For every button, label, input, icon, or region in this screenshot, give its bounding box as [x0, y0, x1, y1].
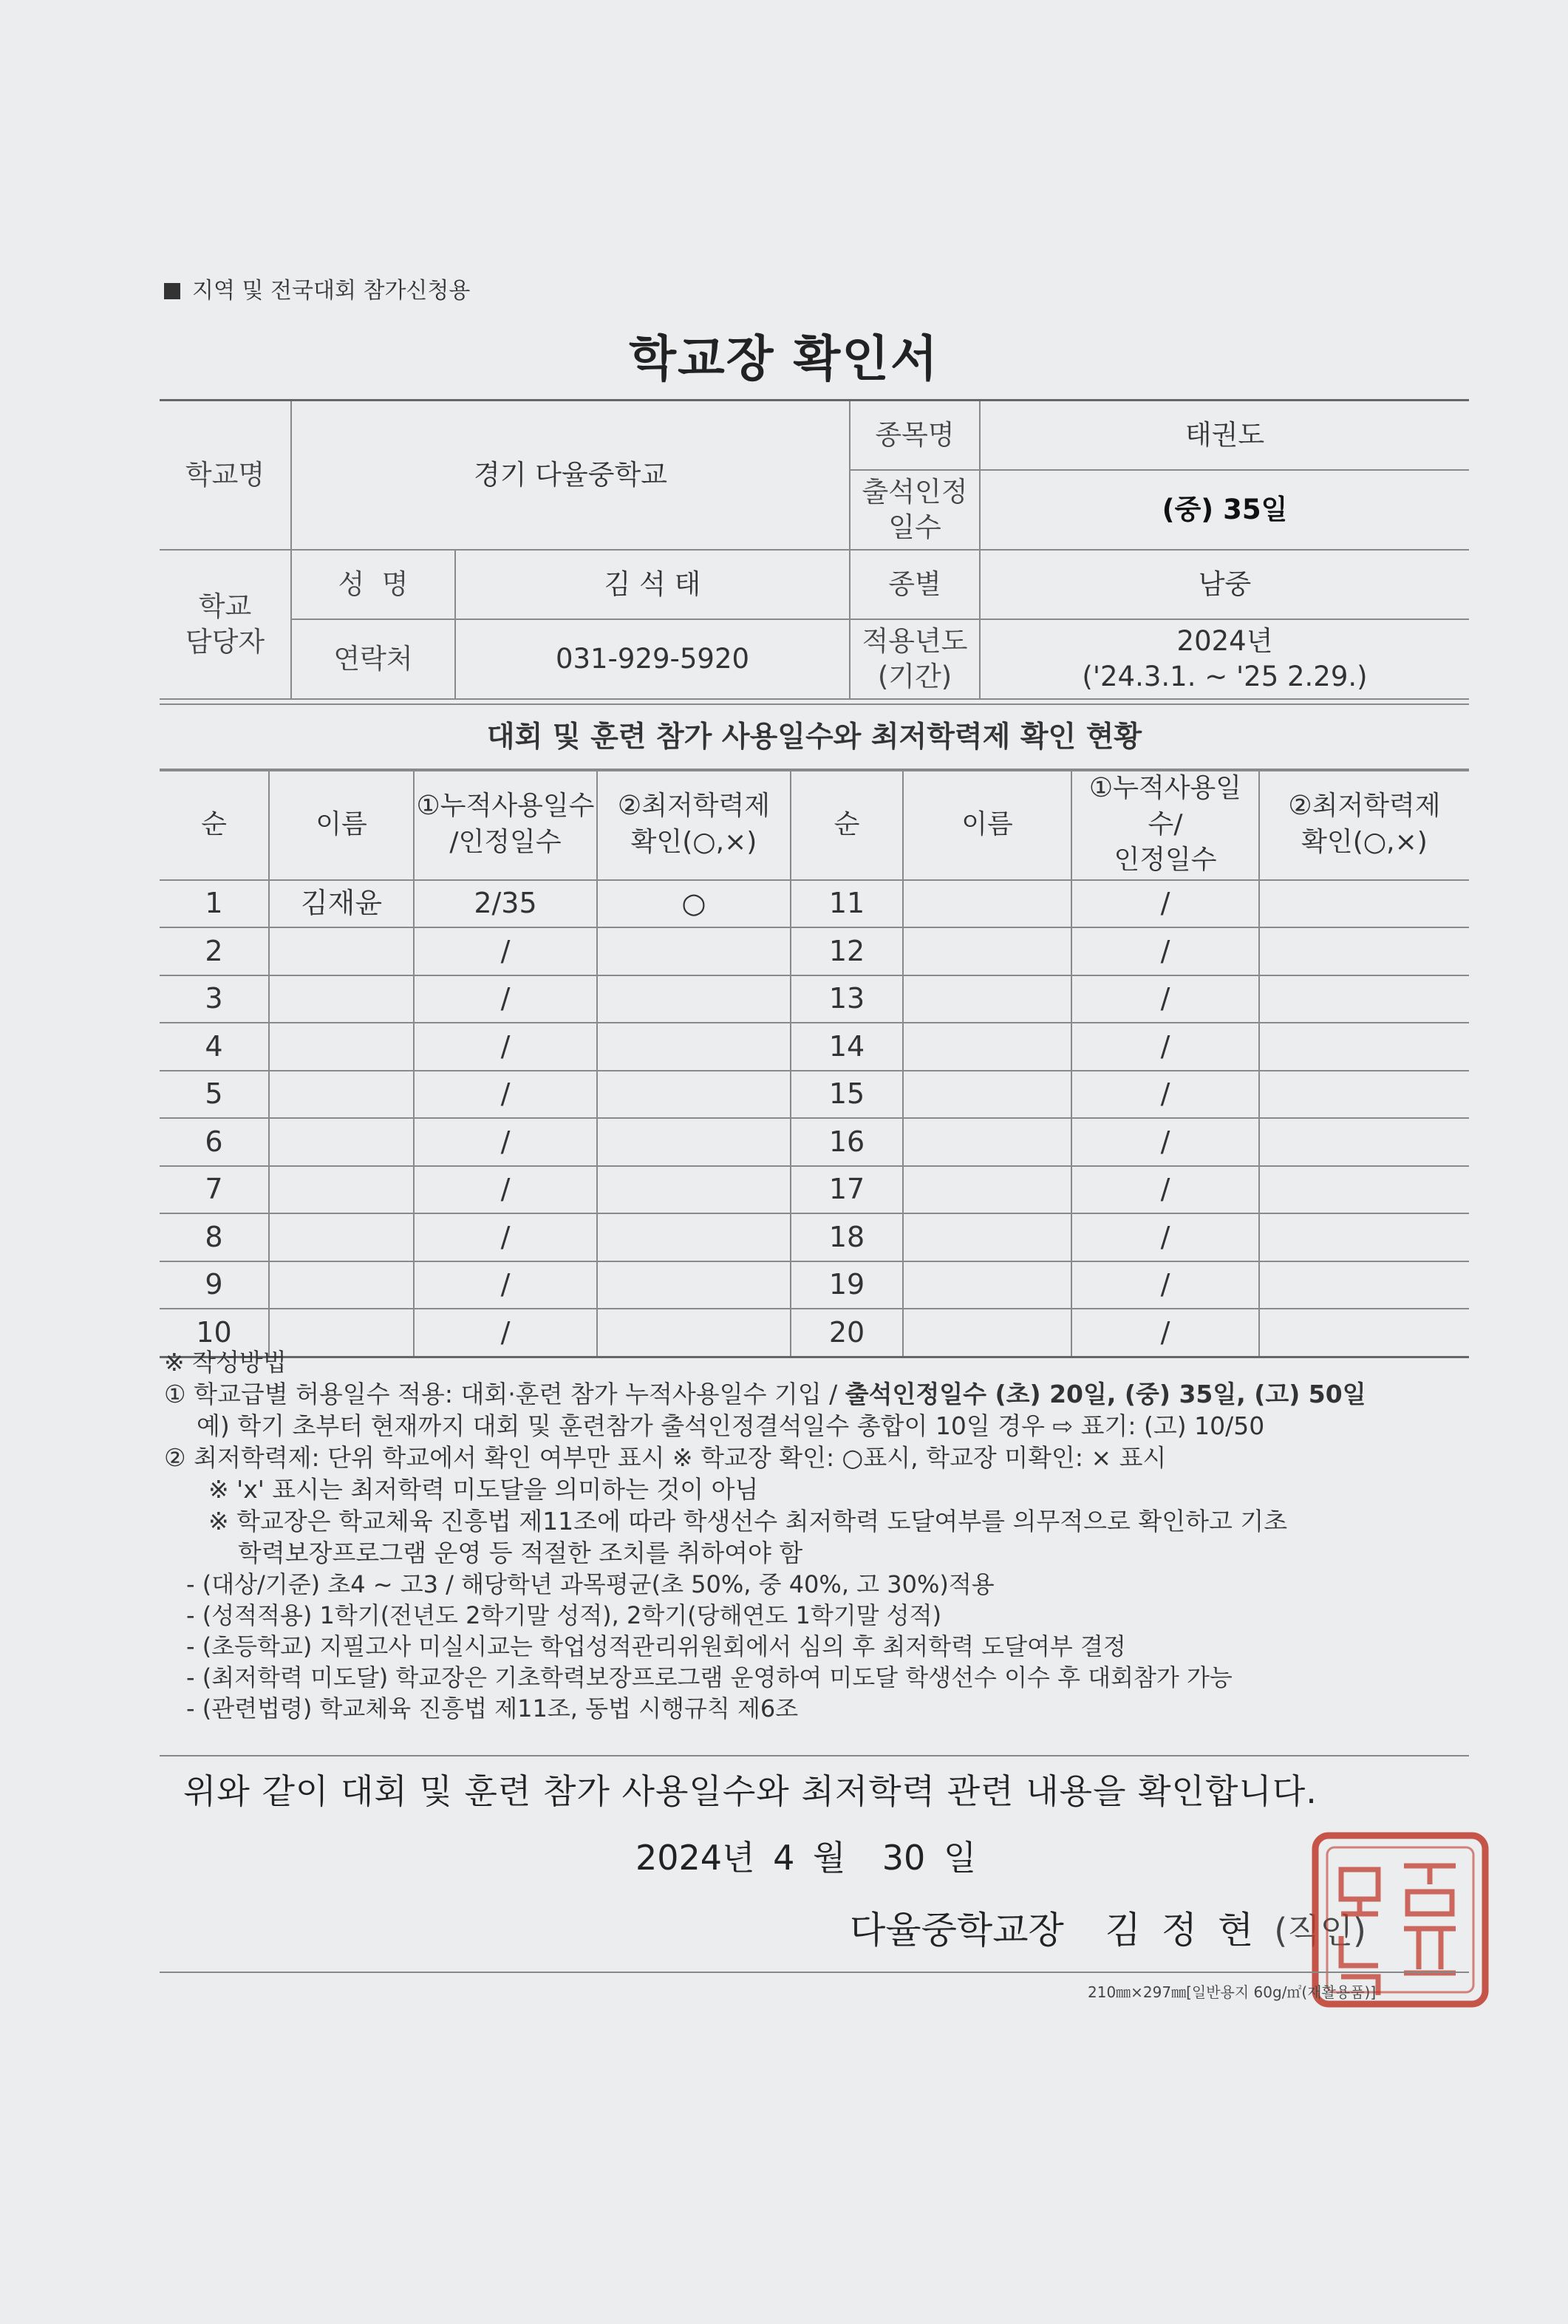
cell-name: 김재윤 — [269, 880, 414, 928]
header-days-right: ①누적사용일수/ 인정일수 — [1071, 769, 1259, 880]
cell-check: ○ — [597, 880, 791, 928]
cell-check — [597, 1118, 791, 1166]
section-title: 대회 및 훈련 참가 사용일수와 최저학력제 확인 현황 — [160, 704, 1469, 771]
table-row — [160, 1213, 1469, 1261]
cell-check — [1259, 1023, 1469, 1071]
cell-name — [269, 1213, 414, 1261]
cell-check — [597, 927, 791, 975]
cell-days: / — [414, 1118, 597, 1166]
attendance-value: (중) 35일 — [980, 470, 1469, 550]
cell-check — [1259, 1261, 1469, 1309]
cell-name — [903, 1118, 1071, 1166]
cell-check — [1259, 1071, 1469, 1119]
cell-no: 6 — [160, 1118, 269, 1166]
cell-check — [597, 975, 791, 1023]
cell-days: / — [1071, 1309, 1259, 1357]
cell-check — [1259, 880, 1469, 928]
cell-no: 2 — [160, 927, 269, 975]
cell-no: 15 — [791, 1071, 903, 1119]
signer-name: 다율중학교장 김 정 현 — [850, 1909, 1254, 1952]
note-2-b2: 학력보장프로그램 운영 등 적절한 조치를 취하여야 함 — [238, 1538, 803, 1567]
cell-days: / — [414, 1261, 597, 1309]
cell-no: 9 — [160, 1261, 269, 1309]
cell-name — [903, 975, 1071, 1023]
table-row — [160, 1023, 1469, 1071]
cell-name — [269, 1118, 414, 1166]
cell-days: / — [1071, 880, 1259, 928]
note-dash-2: - (성적적용) 1학기(전년도 2학기말 성적), 2학기(당해연도 1학기말 성적) — [186, 1601, 942, 1629]
cell-days: / — [414, 975, 597, 1023]
cell-name — [903, 880, 1071, 928]
cell-name — [903, 927, 1071, 975]
year-value: 2024년 — [1176, 624, 1273, 657]
table-row — [160, 1071, 1469, 1119]
period-value: ('24.3.1. ~ '25 2.29.) — [1082, 661, 1368, 692]
cell-name — [269, 927, 414, 975]
table-row — [160, 880, 1469, 928]
category-label: 종별 — [850, 550, 980, 619]
contact-value: 031-929-5920 — [455, 619, 850, 699]
participation-table — [160, 769, 1469, 1358]
seal-border — [1315, 1836, 1485, 2004]
cell-no: 20 — [791, 1309, 903, 1357]
info-table — [160, 399, 1469, 700]
year-label: 적용년도 (기간) — [850, 619, 980, 699]
note-2-b1: ※ 학교장은 학교체육 진흥법 제11조에 따라 학생선수 최저학력 도달여부를 의무적으로 확인하고 기초 — [208, 1507, 1288, 1536]
cell-check — [1259, 975, 1469, 1023]
cell-no: 13 — [791, 975, 903, 1023]
form-category — [164, 272, 470, 304]
cell-days: / — [1071, 927, 1259, 975]
cell-days: / — [1071, 1071, 1259, 1119]
cell-no: 1 — [160, 880, 269, 928]
header-no: 순 — [160, 769, 269, 880]
cell-no: 14 — [791, 1023, 903, 1071]
sport-value: 태권도 — [980, 401, 1469, 471]
table-row — [160, 927, 1469, 975]
staff-label: 학교 담당자 — [160, 550, 291, 699]
cell-name — [269, 975, 414, 1023]
seal-glyphs — [1341, 1866, 1456, 1995]
cell-no: 11 — [791, 880, 903, 928]
cell-check — [597, 1261, 791, 1309]
cell-check — [597, 1213, 791, 1261]
cell-no: 19 — [791, 1261, 903, 1309]
cell-days: / — [1071, 1023, 1259, 1071]
note-1-text: ① 학교급별 허용일수 적용: 대회·훈련 참가 누적사용일수 기입 / — [164, 1380, 845, 1408]
header-check: ②최저학력제 확인(○,×) — [597, 769, 791, 880]
cell-days: / — [1071, 1261, 1259, 1309]
square-bullet-icon — [164, 283, 180, 299]
cell-name — [269, 1261, 414, 1309]
cell-check — [1259, 927, 1469, 975]
cell-no: 16 — [791, 1118, 903, 1166]
document-title: 학교장 확인서 — [629, 330, 939, 387]
cell-check — [597, 1023, 791, 1071]
cell-name — [903, 1023, 1071, 1071]
category-value: 남중 — [980, 550, 1469, 619]
note-dash-3: - (초등학교) 지필고사 미실시교는 학업성적관리위원회에서 심의 후 최저학력 도달여부 결정 — [186, 1632, 1126, 1660]
note-1-example: 예) 학기 초부터 현재까지 대회 및 훈련참가 출석인정결석일수 총합이 10일 경우 ⇨ 표기: (고) 10/50 — [197, 1411, 1265, 1440]
seal-label: (직인) — [1274, 1911, 1366, 1951]
table-row — [160, 975, 1469, 1023]
header-name: 이름 — [269, 769, 414, 880]
cell-days: / — [1071, 1166, 1259, 1214]
note-dash-1: - (대상/기준) 초4 ~ 고3 / 해당학년 과목평균(초 50%, 중 40%, 고 30%)적용 — [186, 1570, 995, 1598]
cell-check — [597, 1071, 791, 1119]
cell-check — [1259, 1118, 1469, 1166]
table-row — [160, 1166, 1469, 1214]
header-no-right: 순 — [791, 769, 903, 880]
cell-name — [903, 1213, 1071, 1261]
cell-no: 7 — [160, 1166, 269, 1214]
note-dash-4: - (최저학력 미도달) 학교장은 기초학력보장프로그램 운영하여 미도달 학생선수 이수 후 대회참가 가능 — [186, 1663, 1233, 1691]
cell-no: 10 — [160, 1309, 269, 1357]
section-title-row — [160, 703, 1469, 771]
note-1-bold: 출석인정일수 (초) 20일, (중) 35일, (고) 50일 — [845, 1380, 1366, 1408]
note-dash-5: - (관련법령) 학교체육 진흥법 제11조, 동법 시행규칙 제6조 — [186, 1694, 799, 1722]
note-2-a: ※ 'x' 표시는 최저학력 미도달을 의미하는 것이 아님 — [208, 1475, 759, 1504]
paper-spec: 210㎜×297㎜[일반용지 60g/㎡(재활용품)] — [1088, 1983, 1377, 2001]
table-header-row — [160, 769, 1469, 880]
cell-days: / — [1071, 1118, 1259, 1166]
cell-days: / — [414, 1309, 597, 1357]
header-name-right: 이름 — [903, 769, 1071, 880]
cell-no: 18 — [791, 1213, 903, 1261]
cell-check — [597, 1166, 791, 1214]
cell-name — [269, 1071, 414, 1119]
principal-signature — [850, 1901, 1366, 1954]
cell-check — [1259, 1166, 1469, 1214]
cell-no: 8 — [160, 1213, 269, 1261]
cell-days: / — [1071, 975, 1259, 1023]
school-name-label: 학교명 — [160, 401, 291, 551]
confirmation-statement: 위와 같이 대회 및 훈련 참가 사용일수와 최저학력 관련 내용을 확인합니다. — [183, 1771, 1318, 1811]
attendance-label: 출석인정 일수 — [850, 470, 980, 550]
cell-name — [269, 1166, 414, 1214]
sport-label: 종목명 — [850, 401, 980, 471]
school-name-value: 경기 다율중학교 — [291, 401, 850, 551]
table-row — [160, 1118, 1469, 1166]
year-cell — [980, 619, 1469, 699]
table-row — [160, 1261, 1469, 1309]
cell-name — [903, 1261, 1071, 1309]
cell-name — [903, 1071, 1071, 1119]
cell-days: / — [414, 1071, 597, 1119]
cell-days: / — [1071, 1213, 1259, 1261]
cell-days: / — [414, 1166, 597, 1214]
issue-date: 2024년 4 월 30 일 — [635, 1838, 977, 1878]
notes-heading: ※ 작성방법 — [164, 1348, 287, 1377]
cell-days: / — [414, 1213, 597, 1261]
note-2: ② 최저학력제: 단위 학교에서 확인 여부만 표시 ※ 학교장 확인: ○표시, 학교장 미확인: × 표시 — [164, 1443, 1167, 1472]
cell-no: 12 — [791, 927, 903, 975]
cell-name — [269, 1023, 414, 1071]
cell-no: 17 — [791, 1166, 903, 1214]
cell-no: 3 — [160, 975, 269, 1023]
divider-top — [160, 1755, 1469, 1756]
note-1 — [164, 1378, 1472, 1410]
name-label: 성 명 — [291, 550, 455, 619]
staff-name-value: 김 석 태 — [455, 550, 850, 619]
header-check-right: ②최저학력제 확인(○,×) — [1259, 769, 1469, 880]
cell-days: / — [414, 927, 597, 975]
cell-no: 4 — [160, 1023, 269, 1071]
divider-bottom — [160, 1972, 1469, 1973]
cell-days: 2/35 — [414, 880, 597, 928]
header-days: ①누적사용일수 /인정일수 — [414, 769, 597, 880]
cell-check — [1259, 1213, 1469, 1261]
cell-days: / — [414, 1023, 597, 1071]
writing-instructions — [164, 1346, 1472, 1724]
form-category-text: 지역 및 전국대회 참가신청용 — [192, 278, 471, 304]
cell-name — [903, 1166, 1071, 1214]
cell-no: 5 — [160, 1071, 269, 1119]
contact-label: 연락처 — [291, 619, 455, 699]
